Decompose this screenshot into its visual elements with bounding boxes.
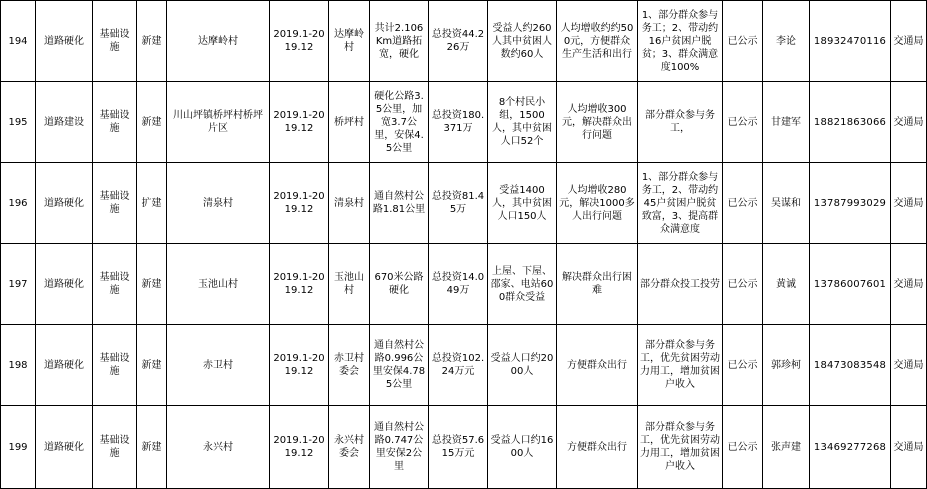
cell-performance: 方便群众出行 [557,325,638,406]
cell-publicity: 已公示 [723,244,763,325]
cell-no: 197 [1,244,36,325]
cell-content: 通自然村公路1.81公里 [370,163,429,244]
cell-nature: 新建 [137,1,167,82]
cell-period: 2019.1-2019.12 [270,325,329,406]
cell-beneficiaries: 受益1400人，其中贫困人口150人 [488,163,557,244]
table-row [1,244,927,325]
cell-type: 基础设施 [93,406,137,489]
cell-category: 道路硬化 [36,406,93,489]
cell-location: 玉池山村 [167,244,270,325]
cell-contact: 李论 [763,1,810,82]
cell-investment: 总投资44.226万 [429,1,488,82]
cell-no: 199 [1,406,36,489]
cell-content: 通自然村公路0.747公里安保2公里 [370,406,429,489]
cell-no: 196 [1,163,36,244]
cell-category: 道路硬化 [36,325,93,406]
cell-contact: 甘建军 [763,82,810,163]
cell-category: 道路建设 [36,82,93,163]
cell-performance: 解决群众出行困难 [557,244,638,325]
cell-village: 桥坪村 [329,82,370,163]
cell-village: 玉池山村 [329,244,370,325]
table-row [1,325,927,406]
cell-investment: 总投资180.371万 [429,82,488,163]
cell-performance: 人均增收300元，解决群众出行问题 [557,82,638,163]
cell-type: 基础设施 [93,1,137,82]
cell-type: 基础设施 [93,163,137,244]
cell-dept: 交通局 [891,325,927,406]
cell-performance: 方便群众出行 [557,406,638,489]
cell-content: 共计2.106Km道路拓宽，硬化 [370,1,429,82]
table-row [1,406,927,489]
cell-period: 2019.1-2019.12 [270,82,329,163]
cell-period: 2019.1-2019.12 [270,1,329,82]
cell-location: 川山坪镇桥坪村桥坪片区 [167,82,270,163]
cell-nature: 新建 [137,406,167,489]
cell-type: 基础设施 [93,82,137,163]
cell-village: 赤卫村委会 [329,325,370,406]
cell-mechanism: 部分群众参与务工，优先贫困劳动力用工，增加贫困户收入 [638,325,723,406]
cell-contact: 郭珍柯 [763,325,810,406]
cell-publicity: 已公示 [723,325,763,406]
cell-mechanism: 部分群众投工投劳 [638,244,723,325]
cell-nature: 新建 [137,325,167,406]
cell-no: 198 [1,325,36,406]
cell-mechanism: 部分群众参与务工，优先贫困劳动力用工，增加贫困户收入 [638,406,723,489]
cell-village: 清泉村 [329,163,370,244]
cell-contact: 张声建 [763,406,810,489]
cell-beneficiaries: 受益人口约2000人 [488,325,557,406]
cell-dept: 交通局 [891,244,927,325]
cell-beneficiaries: 受益人口约1600人 [488,406,557,489]
cell-beneficiaries: 8个村民小组，1500人，其中贫困人口52个 [488,82,557,163]
cell-phone: 13469277268 [810,406,891,489]
table-row [1,163,927,244]
cell-period: 2019.1-2019.12 [270,163,329,244]
cell-contact: 吴谋和 [763,163,810,244]
cell-location: 达摩岭村 [167,1,270,82]
cell-period: 2019.1-2019.12 [270,406,329,489]
cell-performance: 人均增收280元，解决1000多人出行问题 [557,163,638,244]
cell-period: 2019.1-2019.12 [270,244,329,325]
cell-content: 通自然村公路0.996公里安保4.785公里 [370,325,429,406]
cell-publicity: 已公示 [723,406,763,489]
cell-no: 195 [1,82,36,163]
cell-content: 硬化公路3.5公里，加宽3.7公里，安保4.5公里 [370,82,429,163]
cell-contact: 黄诚 [763,244,810,325]
cell-type: 基础设施 [93,325,137,406]
cell-category: 道路硬化 [36,244,93,325]
table-row [1,1,927,82]
cell-mechanism: 1、部分群众参与务工；2、带动约16户贫困户脱贫；3、群众满意度100% [638,1,723,82]
cell-category: 道路硬化 [36,163,93,244]
cell-publicity: 已公示 [723,1,763,82]
cell-dept: 交通局 [891,82,927,163]
cell-investment: 总投资14.049万 [429,244,488,325]
cell-performance: 人均增收约约500元，方便群众生产生活和出行 [557,1,638,82]
cell-phone: 18821863066 [810,82,891,163]
cell-mechanism: 部分群众参与务工， [638,82,723,163]
cell-mechanism: 1、部分群众参与务工，2、带动约45户贫困户脱贫致富，3、提高群众满意度 [638,163,723,244]
cell-nature: 新建 [137,244,167,325]
cell-phone: 13786007601 [810,244,891,325]
cell-phone: 18932470116 [810,1,891,82]
cell-phone: 13787993029 [810,163,891,244]
cell-dept: 交通局 [891,1,927,82]
cell-investment: 总投资81.45万 [429,163,488,244]
cell-category: 道路硬化 [36,1,93,82]
cell-village: 永兴村委会 [329,406,370,489]
cell-dept: 交通局 [891,163,927,244]
cell-investment: 总投资57.615万元 [429,406,488,489]
cell-nature: 新建 [137,82,167,163]
cell-no: 194 [1,1,36,82]
cell-content: 670米公路硬化 [370,244,429,325]
cell-village: 达摩岭村 [329,1,370,82]
cell-investment: 总投资102.24万元 [429,325,488,406]
cell-publicity: 已公示 [723,163,763,244]
cell-location: 永兴村 [167,406,270,489]
cell-beneficiaries: 受益人约260人其中贫困人数约60人 [488,1,557,82]
cell-beneficiaries: 上屋、下屋、邵家、电站600群众受益 [488,244,557,325]
cell-nature: 扩建 [137,163,167,244]
cell-publicity: 已公示 [723,82,763,163]
cell-phone: 18473083548 [810,325,891,406]
cell-dept: 交通局 [891,406,927,489]
cell-location: 清泉村 [167,163,270,244]
cell-location: 赤卫村 [167,325,270,406]
cell-type: 基础设施 [93,244,137,325]
table-row [1,82,927,163]
